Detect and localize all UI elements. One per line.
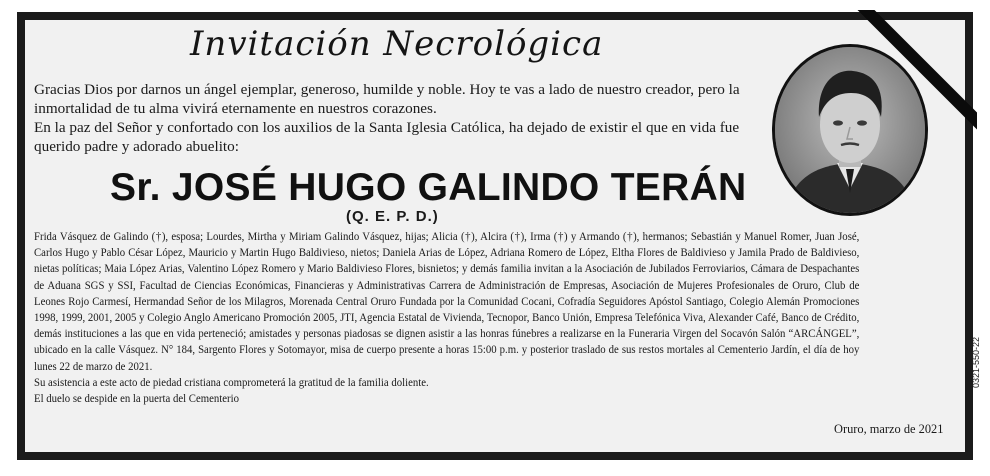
intro-text <box>34 80 744 156</box>
qepd-label: (Q. E. P. D.) <box>346 208 439 225</box>
ad-code: 0321-550-22 <box>971 336 981 388</box>
deceased-portrait <box>772 44 928 216</box>
intro-paragraph-1: Gracias Dios por darnos un ángel ejemplar, generoso, humilde y noble. Hoy te vas a lado de nuestro creador, pero la inmortalidad de tu alma vivirá eternamente en nuestros corazones. <box>34 81 740 117</box>
intro-paragraph-2: En la paz del Señor y confortado con los auxilios de la Santa Iglesia Católica, ha dejado de existir el que en vida fue querido padre y adorado abuelito: <box>34 119 740 155</box>
body-paragraph-3: El duelo se despide en la puerta del Cementerio <box>34 391 239 406</box>
place-date: Oruro, marzo de 2021 <box>834 422 944 436</box>
invitation-body <box>34 228 859 406</box>
body-paragraph-1: Frida Vásquez de Galindo (†), esposa; Lourdes, Mirtha y Miriam Galindo Vásquez, hijas; Alicia (†), Alcira (†), Irma (†) y Armando (†), hermanos; Sebastián y Manuel Romer, Juan José, Carlos Hugo y Pablo César López, Mauricio y Martin Hugo Baldivieso, nietos; Daniela Arias de López, Adriana Romero de López, Eltha Flores de Baldivieso y Jamila Prado de Baldivieso, nietas políticas; Maia López Arias, Valentino López Romero y Mario Baldivieso Flores, bisnietos; y demás familia invitan a la Asociación de Jubilados Ferroviarios, Cámara de Despachantes de Aduana SGS y SSI, Facultad de Ciencias Económicas, Financieras y Administrativas Carrera de Administración de Empresas, Asociación de Mujeres Profesionales de Oruro, Club de Leones Rojo Carmesí, Hermandad Señor de los Milagros, Morenada Central Oruro Fundada por la Comunidad Cocani, Cofradía Seguidores Apóstol Santiago, Colegio Alemán Promociones 1998, 1999, 2001, 2005 y Colegio Anglo Americano Promoción 2005, JTI, Agencia Estatal de Vivienda, Tecnopor, Banco Unión, Empresa Telefónica Viva, Alexander Café, Banco de Crédito, demás instituciones a las que en vida perteneció; amistades y personas piadosas se dignen asistir a las honras fúnebres a realizarse en la Funeraria Virgen del Socavón Salón “ARCÁNGEL”, ubicado en la calle Vásquez. N° 184, Sargento Flores y Sotomayor, misa de cuerpo presente a horas 15:00 p.m. y posterior traslado de sus restos mortales al Cementerio Jardín, el día de hoy lunes 22 de marzo de 2021. <box>34 229 860 373</box>
obituary-title: Invitación Necrológica <box>190 24 604 64</box>
body-paragraph-2: Su asistencia a este acto de piedad cristiana comprometerá la gratitud de la familia doliente. <box>34 374 429 389</box>
deceased-name: Sr. JOSÉ HUGO GALINDO TERÁN <box>110 166 747 209</box>
portrait-photo <box>775 47 925 213</box>
